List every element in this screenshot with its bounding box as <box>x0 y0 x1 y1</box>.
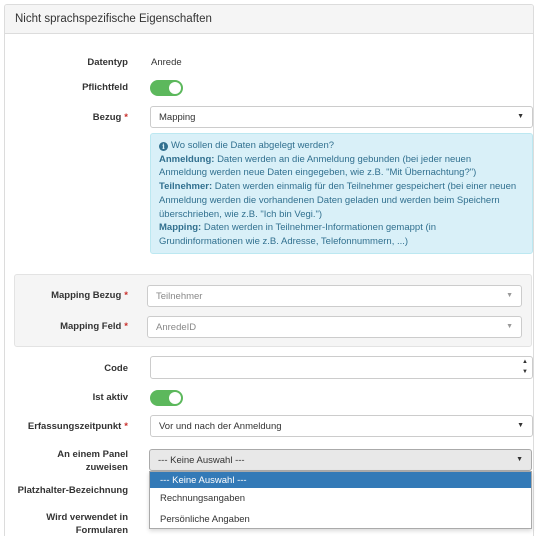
toggle-knob <box>169 82 181 94</box>
panel-title: Nicht sprachspezifische Eigenschaften <box>5 5 533 34</box>
mapping-feld-value: AnredeID <box>156 322 197 333</box>
required-marker: * <box>124 290 128 301</box>
caret-down-icon: ▼ <box>517 113 524 120</box>
panel-zuweisen-label-1: An einem Panel <box>57 449 128 460</box>
datentyp-value: Anrede <box>151 57 182 68</box>
panel-zuweisen-label <box>14 448 128 474</box>
wird-verwendet-label-2: Formularen <box>75 525 128 536</box>
mapping-bezug-label-wrap <box>20 290 128 301</box>
info-teilnehmer-line <box>159 180 524 194</box>
bezug-select[interactable] <box>150 106 533 128</box>
required-marker: * <box>124 321 128 332</box>
info-teilnehmer-title: Teilnehmer: <box>159 181 213 193</box>
info-anmeldung-title: Anmeldung: <box>159 153 215 165</box>
info-anmeldung-text-1: Daten werden an die Anmeldung gebunden (bei jeder neuen <box>217 153 472 165</box>
bezug-label-wrap <box>20 112 128 123</box>
mapping-bezug-select[interactable] <box>147 285 522 307</box>
info-mapping-line <box>159 221 524 235</box>
caret-down-icon: ▼ <box>506 292 513 299</box>
panel-zuweisen-label-2: zuweisen <box>85 462 128 473</box>
dropdown-option[interactable]: Persönliche Angaben <box>160 514 250 525</box>
mapping-bezug-label: Mapping Bezug <box>51 290 122 301</box>
datentyp-label: Datentyp <box>87 57 128 68</box>
dropdown-option[interactable]: --- Keine Auswahl --- <box>150 472 531 488</box>
info-anmeldung-line <box>159 153 524 167</box>
panel-zuweisen-value: --- Keine Auswahl --- <box>158 455 245 466</box>
info-mapping-text-2: Grundinformationen wie z.B. Adresse, Telefonnummern, ...) <box>159 235 409 247</box>
panel-zuweisen-select[interactable] <box>149 449 532 471</box>
bezug-info-box <box>150 133 533 254</box>
pflichtfeld-toggle[interactable] <box>150 80 183 96</box>
ist-aktiv-label: Ist aktiv <box>92 392 128 403</box>
info-teilnehmer-text-2: Anmeldung werden die vorhandenen Daten geladen und werden beim Speichern <box>159 194 500 206</box>
bezug-select-value: Mapping <box>159 112 196 123</box>
spinner-up-icon[interactable]: ▲ <box>522 359 528 365</box>
mapping-feld-label-wrap <box>20 321 128 332</box>
erfassungszeitpunkt-label: Erfassungszeitpunkt <box>27 421 122 432</box>
erfassungszeitpunkt-value: Vor und nach der Anmeldung <box>159 421 282 432</box>
erfassungszeitpunkt-select[interactable] <box>150 415 533 437</box>
info-teilnehmer-text-3: überschrieben, wie z.B. "Ich bin Vegi.") <box>159 208 323 220</box>
code-input[interactable] <box>150 356 533 379</box>
required-marker: * <box>124 112 128 123</box>
dropdown-option[interactable]: Rechnungsangaben <box>160 493 246 504</box>
info-question-line <box>159 139 524 153</box>
wird-verwendet-label <box>14 511 128 536</box>
ist-aktiv-toggle[interactable] <box>150 390 183 406</box>
panel-zuweisen-dropdown <box>149 471 532 529</box>
toggle-knob <box>169 392 181 404</box>
bezug-label: Bezug <box>92 112 122 123</box>
wird-verwendet-label-1: Wird verwendet in <box>46 512 128 523</box>
caret-down-icon: ▼ <box>517 422 524 429</box>
code-label: Code <box>104 363 128 374</box>
mapping-feld-label: Mapping Feld <box>60 321 122 332</box>
caret-down-icon: ▼ <box>516 456 523 463</box>
mapping-bezug-value: Teilnehmer <box>156 291 203 302</box>
caret-down-icon: ▼ <box>506 323 513 330</box>
info-question: Wo sollen die Daten abgelegt werden? <box>171 140 335 151</box>
spinner-down-icon[interactable]: ▼ <box>522 369 528 375</box>
info-teilnehmer-text-1: Daten werden einmalig für den Teilnehmer gespeichert (bei einer neuen <box>214 181 517 193</box>
mapping-feld-select[interactable] <box>147 316 522 338</box>
platzhalter-label: Platzhalter-Bezeichnung <box>17 485 128 496</box>
info-circle-icon: i <box>159 142 168 151</box>
pflichtfeld-label: Pflichtfeld <box>82 82 128 93</box>
erfassungszeitpunkt-label-wrap <box>14 421 128 432</box>
info-mapping-text-1: Daten werden in Teilnehmer-Informationen gemappt (in <box>203 222 437 234</box>
info-mapping-title: Mapping: <box>159 222 202 234</box>
required-marker: * <box>124 421 128 432</box>
info-anmeldung-text-2: Anmeldung werden neue Daten eingegeben, wie z.B. "Mit Übernachtung?") <box>159 167 477 179</box>
